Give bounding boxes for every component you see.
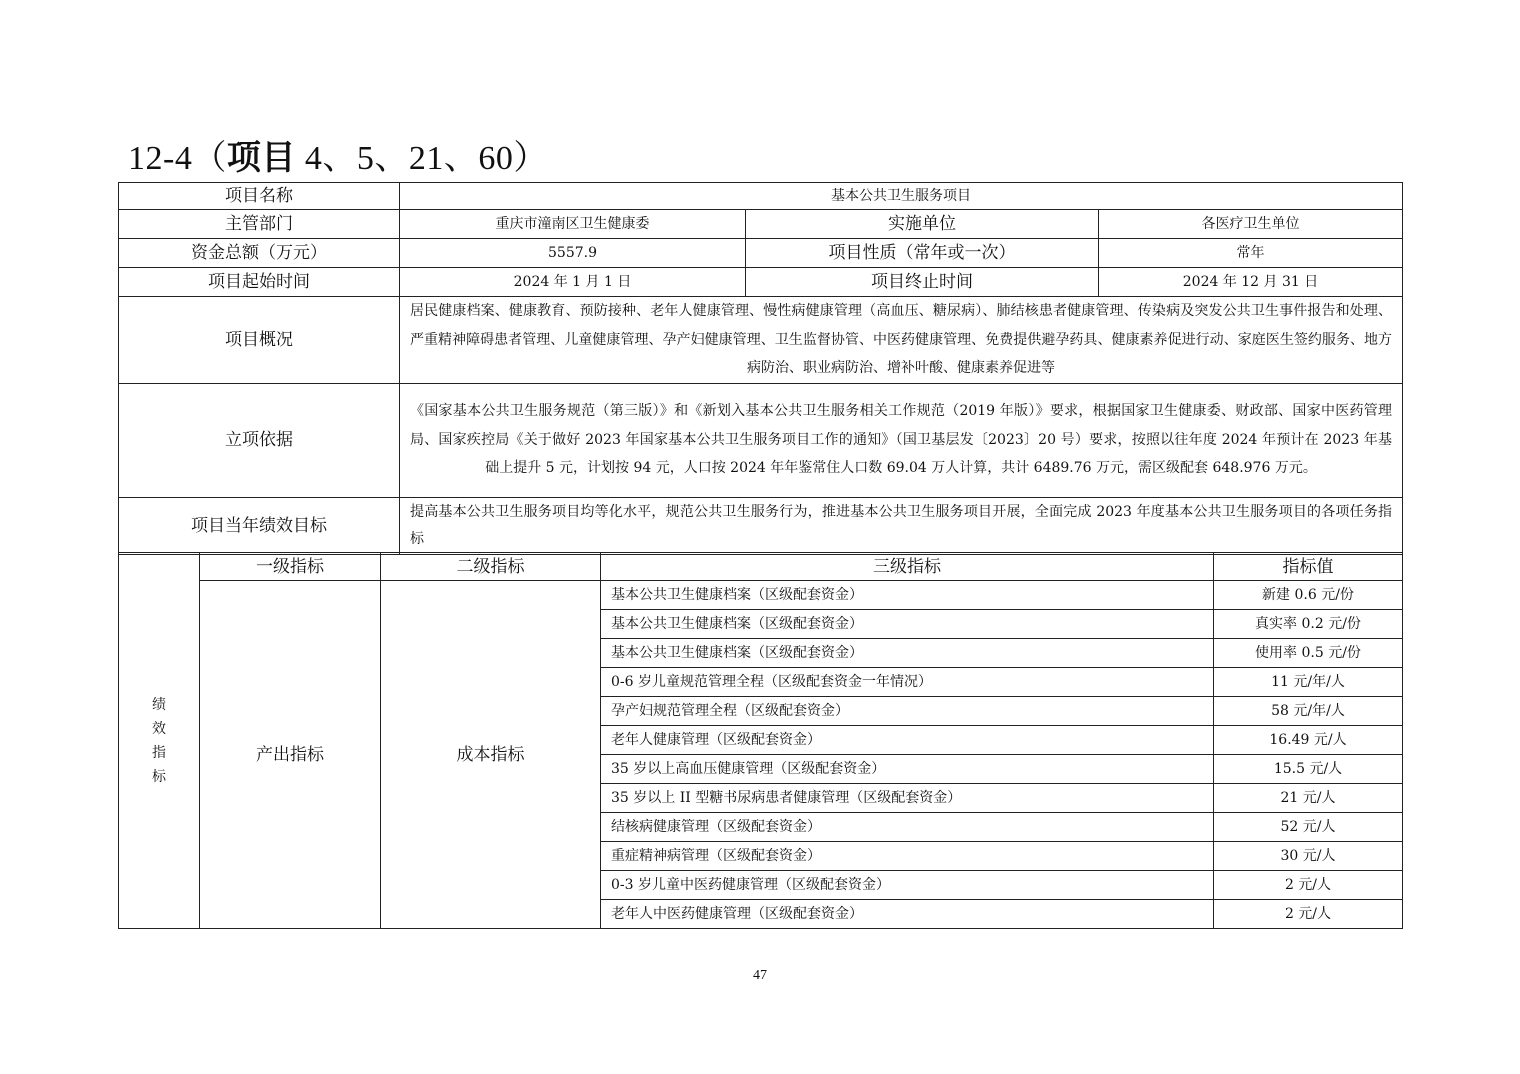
info-table bbox=[118, 182, 1403, 555]
table-row bbox=[119, 581, 1403, 610]
row-goal bbox=[119, 497, 1403, 554]
indicator-value: 21 元/人 bbox=[1214, 784, 1403, 813]
level2-value: 成本指标 bbox=[381, 581, 601, 929]
impl-value-cell: 各医疗卫生单位 bbox=[1099, 210, 1403, 239]
title-strong: 项目 bbox=[226, 140, 296, 177]
project-name-label-cell: 项目名称 bbox=[119, 183, 400, 210]
indicator-value: 2 元/人 bbox=[1214, 900, 1403, 929]
level2-header: 二级指标 bbox=[381, 553, 601, 581]
nature-label-cell: 项目性质（常年或一次） bbox=[746, 239, 1099, 268]
level3-indicator-name: 35 岁以上 II 型糖书尿病患者健康管理（区级配套资金） bbox=[601, 784, 1214, 813]
nature-value-cell: 常年 bbox=[1099, 239, 1403, 268]
row-start-end bbox=[119, 268, 1403, 297]
end-value-cell: 2024 年 12 月 31 日 bbox=[1099, 268, 1403, 297]
value-header: 指标值 bbox=[1214, 553, 1403, 581]
dept-value-cell: 重庆市潼南区卫生健康委 bbox=[400, 210, 746, 239]
side-char: 效 bbox=[152, 720, 166, 737]
indicator-value: 新建 0.6 元/份 bbox=[1214, 581, 1403, 610]
title-suffix: 4、5、21、60） bbox=[295, 140, 548, 177]
goal-label-cell: 项目当年绩效目标 bbox=[119, 497, 400, 554]
level1-value: 产出指标 bbox=[200, 581, 381, 929]
start-label-cell: 项目起始时间 bbox=[119, 268, 400, 297]
row-dept-impl bbox=[119, 210, 1403, 239]
indicator-value: 真实率 0.2 元/份 bbox=[1214, 610, 1403, 639]
indicator-value: 30 元/人 bbox=[1214, 842, 1403, 871]
overview-value-cell: 居民健康档案、健康教育、预防接种、老年人健康管理、慢性病健康管理（高血压、糖尿病）、肺结核患者健康管理、传染病及突发公共卫生事件报告和处理、严重精神障碍患者管理、儿童健康管理、孕产妇健康管理、卫生监督协管、中医药健康管理、免费提供避孕药具、健康素养促进行动、家庭医生签约服务、地方病防治、职业病防治、增补叶酸、健康素养促进等 bbox=[400, 297, 1403, 384]
indicator-value: 15.5 元/人 bbox=[1214, 755, 1403, 784]
level3-indicator-name: 0-6 岁儿童规范管理全程（区级配套资金一年情况） bbox=[601, 668, 1214, 697]
level3-indicator-name: 孕产妇规范管理全程（区级配套资金） bbox=[601, 697, 1214, 726]
indicator-value: 11 元/年/人 bbox=[1214, 668, 1403, 697]
side-char: 标 bbox=[152, 768, 166, 785]
indicator-value: 2 元/人 bbox=[1214, 871, 1403, 900]
level3-indicator-name: 老年人健康管理（区级配套资金） bbox=[601, 726, 1214, 755]
level1-header: 一级指标 bbox=[200, 553, 381, 581]
title-prefix: 12-4（ bbox=[128, 140, 227, 177]
basis-value-cell: 《国家基本公共卫生服务规范（第三版）》和《新划入基本公共卫生服务相关工作规范（2019 年版）》要求，根据国家卫生健康委、财政部、国家中医药管理局、国家疾控局《关于做好 2023 年国家基本公共卫生服务项目工作的通知》（国卫基层发〔2023〕20 号）要求，按照以往年度 2024 年预计在 2023 年基础上提升 5 元，计划按 94 元，人口按 2024 年年鉴常住人口数 69.04 万人计算，共计 6489.76 万元，需区级配套 648.976 万元。 bbox=[400, 383, 1403, 497]
fund-value-cell: 5557.9 bbox=[400, 239, 746, 268]
dept-label-cell: 主管部门 bbox=[119, 210, 400, 239]
project-name-value-cell: 基本公共卫生服务项目 bbox=[400, 183, 1403, 210]
row-project-name-full bbox=[119, 183, 1403, 210]
side-char: 指 bbox=[152, 744, 166, 761]
level3-indicator-name: 基本公共卫生健康档案（区级配套资金） bbox=[601, 610, 1214, 639]
page-number: 47 bbox=[753, 968, 767, 983]
indicator-value: 使用率 0.5 元/份 bbox=[1214, 639, 1403, 668]
page-title bbox=[128, 136, 548, 182]
row-overview bbox=[119, 297, 1403, 384]
goal-value-cell: 提高基本公共卫生服务项目均等化水平，规范公共卫生服务行为，推进基本公共卫生服务项目开展，全面完成 2023 年度基本公共卫生服务项目的各项任务指标 bbox=[400, 497, 1403, 554]
row-basis bbox=[119, 383, 1403, 497]
fund-label-cell: 资金总额（万元） bbox=[119, 239, 400, 268]
indicator-header-row bbox=[119, 553, 1403, 581]
indicator-table bbox=[118, 552, 1403, 929]
level3-indicator-name: 重症精神病管理（区级配套资金） bbox=[601, 842, 1214, 871]
start-value-cell: 2024 年 1 月 1 日 bbox=[400, 268, 746, 297]
indicator-value: 58 元/年/人 bbox=[1214, 697, 1403, 726]
row-fund-nature bbox=[119, 239, 1403, 268]
performance-indicator-side-label bbox=[119, 553, 200, 929]
overview-label-cell: 项目概况 bbox=[119, 297, 400, 384]
impl-label-cell: 实施单位 bbox=[746, 210, 1099, 239]
level3-indicator-name: 结核病健康管理（区级配套资金） bbox=[601, 813, 1214, 842]
level3-indicator-name: 0-3 岁儿童中医药健康管理（区级配套资金） bbox=[601, 871, 1214, 900]
level3-indicator-name: 老年人中医药健康管理（区级配套资金） bbox=[601, 900, 1214, 929]
basis-label-cell: 立项依据 bbox=[119, 383, 400, 497]
side-char: 绩 bbox=[152, 696, 166, 713]
indicator-value: 16.49 元/人 bbox=[1214, 726, 1403, 755]
level3-header: 三级指标 bbox=[601, 553, 1214, 581]
level3-indicator-name: 35 岁以上高血压健康管理（区级配套资金） bbox=[601, 755, 1214, 784]
level3-indicator-name: 基本公共卫生健康档案（区级配套资金） bbox=[601, 581, 1214, 610]
indicator-value: 52 元/人 bbox=[1214, 813, 1403, 842]
level3-indicator-name: 基本公共卫生健康档案（区级配套资金） bbox=[601, 639, 1214, 668]
end-label-cell: 项目终止时间 bbox=[746, 268, 1099, 297]
